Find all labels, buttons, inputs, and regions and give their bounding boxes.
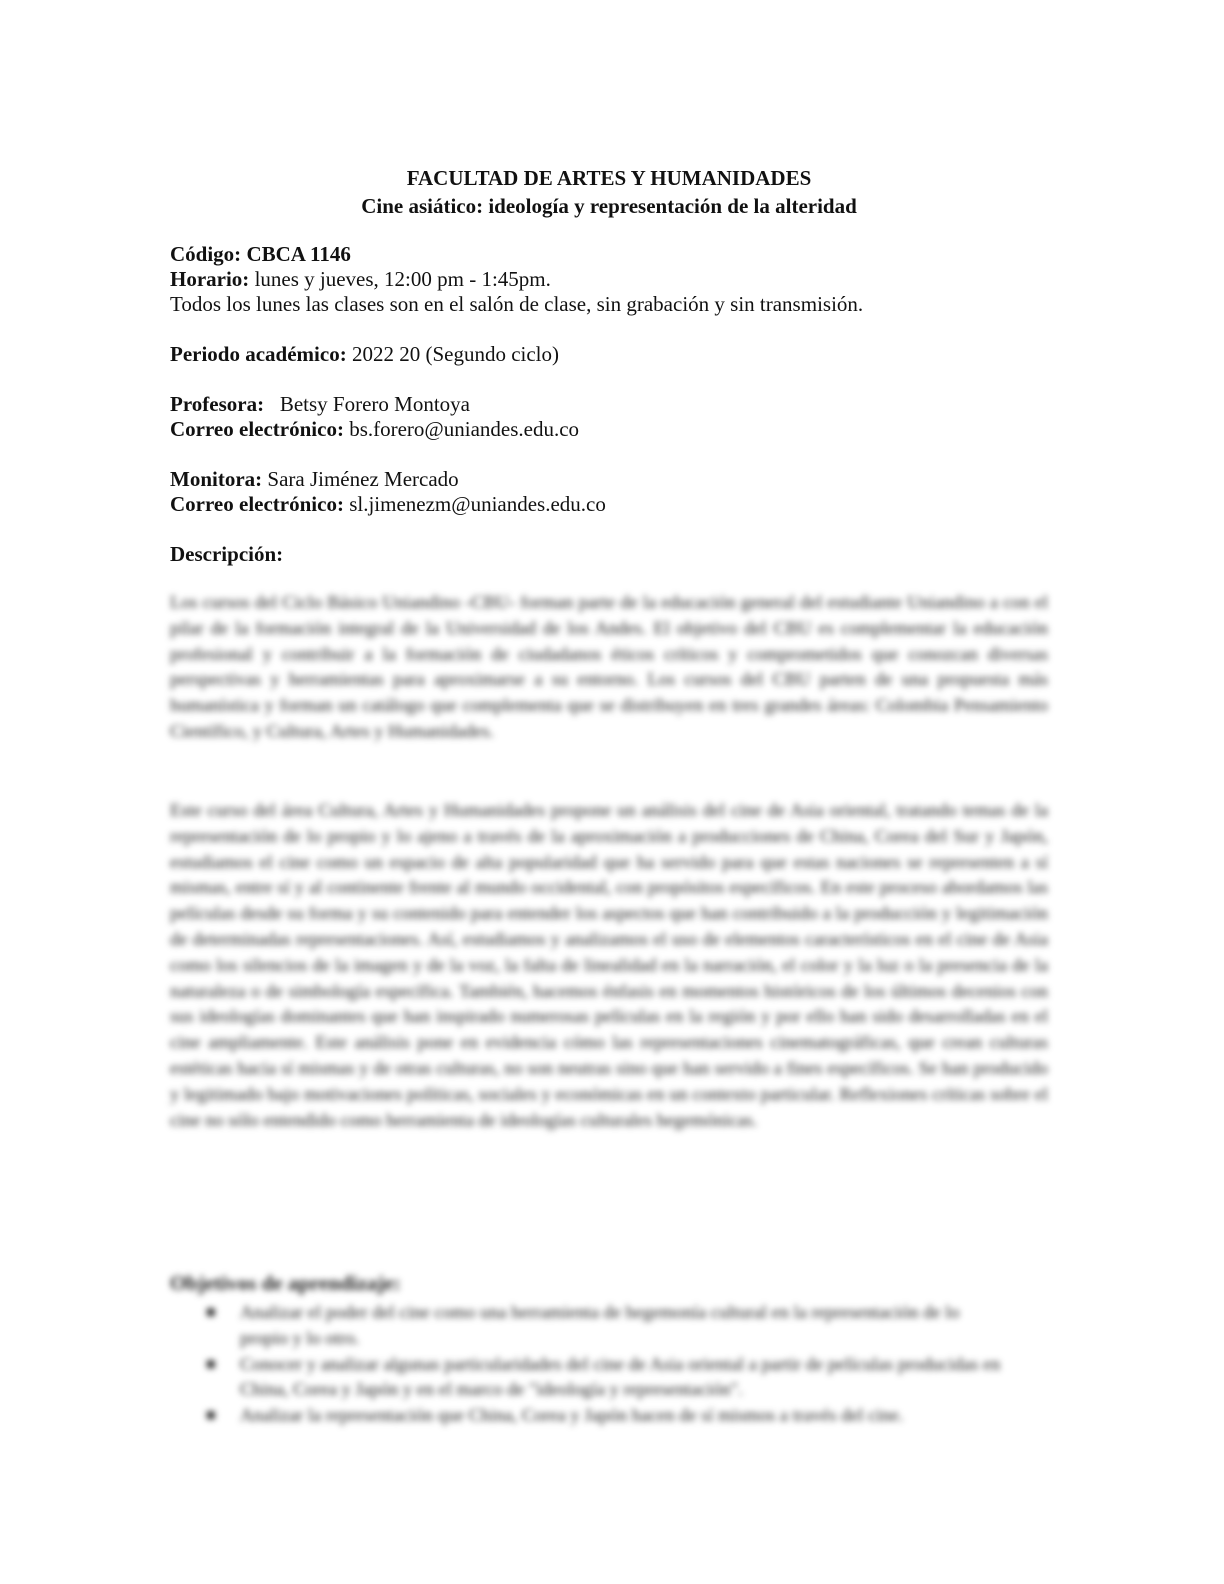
schedule-note: Todos los lunes las clases son en el salón de clase, sin grabación y sin transmisión. bbox=[170, 292, 864, 316]
bullet-icon: ■ bbox=[206, 1407, 216, 1425]
list-item bbox=[206, 1352, 1006, 1404]
description-heading: Descripción: bbox=[170, 542, 284, 566]
description-paragraph-2: Este curso del área Cultura, Artes y Humanidades propone un análisis del cine de Asia oriental, tratando temas de la representación de lo propio y lo ajeno a través de la aproximación a producciones de China, Corea del Sur y Japón, estudiamos el cine como un espacio de alta popularidad que ha servido para que estas naciones se representen a sí mismas, entre sí y al continente frente al mundo occidental, con propósitos específicos. En este proceso abordamos las películas desde su forma y su contenido para entender los aspectos que han contribuido a la producción y legitimación de determinadas representaciones. Así, estudiamos y analizamos el uso de elementos característicos en el cine de Asia como los silencios de la imagen y de la voz, la falta de linealidad en la narración, el color y la luz o la presencia de la naturaleza o de simbología específica. También, hacemos énfasis en momentos históricos de los últimos decenios con sus ideologías dominantes que han inspirado numerosas películas en la región y por ello han sido desarrolladas en el cine ampliamente. Este análisis pone en evidencia cómo las representaciones cinematográficas, que crean culturas estéticas hacia sí mismas y de otras culturas, no son neutras sino que han servido a fines específicos. Se han producido y legitimado bajo motivaciones políticas, sociales y económicas en un contexto particular. Reflexiones críticas sobre el cine no sólo entendido como herramienta de ideologías culturales hegemónicas. bbox=[170, 800, 1048, 1130]
professor-line bbox=[170, 392, 1048, 417]
monitor-email: sl.jimenezm@uniandes.edu.co bbox=[349, 492, 606, 516]
monitor-email-label: Correo electrónico: bbox=[170, 492, 344, 516]
period-label: Periodo académico: bbox=[170, 342, 347, 366]
professor-label: Profesora: bbox=[170, 392, 265, 416]
monitor-line bbox=[170, 467, 1048, 492]
bullet-icon: ■ bbox=[206, 1355, 216, 1373]
professor-email-label: Correo electrónico: bbox=[170, 417, 344, 441]
description-paragraph-1: Los cursos del Ciclo Básico Uniandino -CBU- forman parte de la educación general del estudiante Uniandino a con el pilar de la formación integral de la Universidad de los Andes. El objetivo del CBU es complementar la educación profesional y contribuir a la formación de ciudadanos éticos críticos y comprometidos que conozcan diversas perspectivas y herramientas para aproximarse a su entorno. Los cursos del CBU parten de una propuesta más humanística y forman un catálogo que complementa que se distribuyen en tres grandes áreas: Colombia Pensamiento Científico, y Cultura, Artes y Humanidades. bbox=[170, 592, 1048, 741]
monitor-email-line bbox=[170, 492, 1048, 517]
code-value: CBCA 1146 bbox=[246, 242, 351, 266]
professor-value: Betsy Forero Montoya bbox=[279, 392, 470, 416]
bullet-icon: ■ bbox=[206, 1304, 216, 1321]
code-label: Código: bbox=[170, 242, 242, 266]
syllabus-page bbox=[170, 164, 1048, 1426]
code-line bbox=[170, 242, 1048, 267]
monitor-label: Monitora: bbox=[170, 467, 263, 491]
objectives-heading: Objetivos de aprendizaje: bbox=[170, 1271, 401, 1295]
list-item bbox=[206, 1300, 1006, 1352]
objective-text: Analizar el poder del cine como una herramienta de hegemonía cultural en la representación de lo propio y lo otro. bbox=[240, 1302, 960, 1348]
professor-email: bs.forero@uniandes.edu.co bbox=[349, 417, 580, 441]
schedule-value: lunes y jueves, 12:00 pm - 1:45pm. bbox=[254, 267, 551, 291]
faculty-title: FACULTAD DE ARTES Y HUMANIDADES bbox=[406, 166, 812, 190]
objective-text: Analizar la representación que China, Corea y Japón hacen de sí mismos a través del cine. bbox=[240, 1405, 904, 1426]
objectives-list bbox=[206, 1300, 1006, 1429]
course-title: Cine asiático: ideología y representación de la alteridad bbox=[361, 194, 857, 218]
objective-text: Conocer y analizar algunas particularidades del cine de Asia oriental a partir de películas producidas en China, Corea y Japón y en el marco de "ideología y representación". bbox=[240, 1353, 1001, 1400]
period-value: 2022 20 (Segundo ciclo) bbox=[351, 342, 559, 366]
monitor-value: Sara Jiménez Mercado bbox=[267, 467, 459, 491]
list-item bbox=[206, 1403, 1006, 1429]
schedule-label: Horario: bbox=[170, 267, 250, 291]
schedule-line bbox=[170, 267, 1048, 292]
period-line bbox=[170, 342, 1048, 367]
professor-email-line bbox=[170, 417, 1048, 442]
